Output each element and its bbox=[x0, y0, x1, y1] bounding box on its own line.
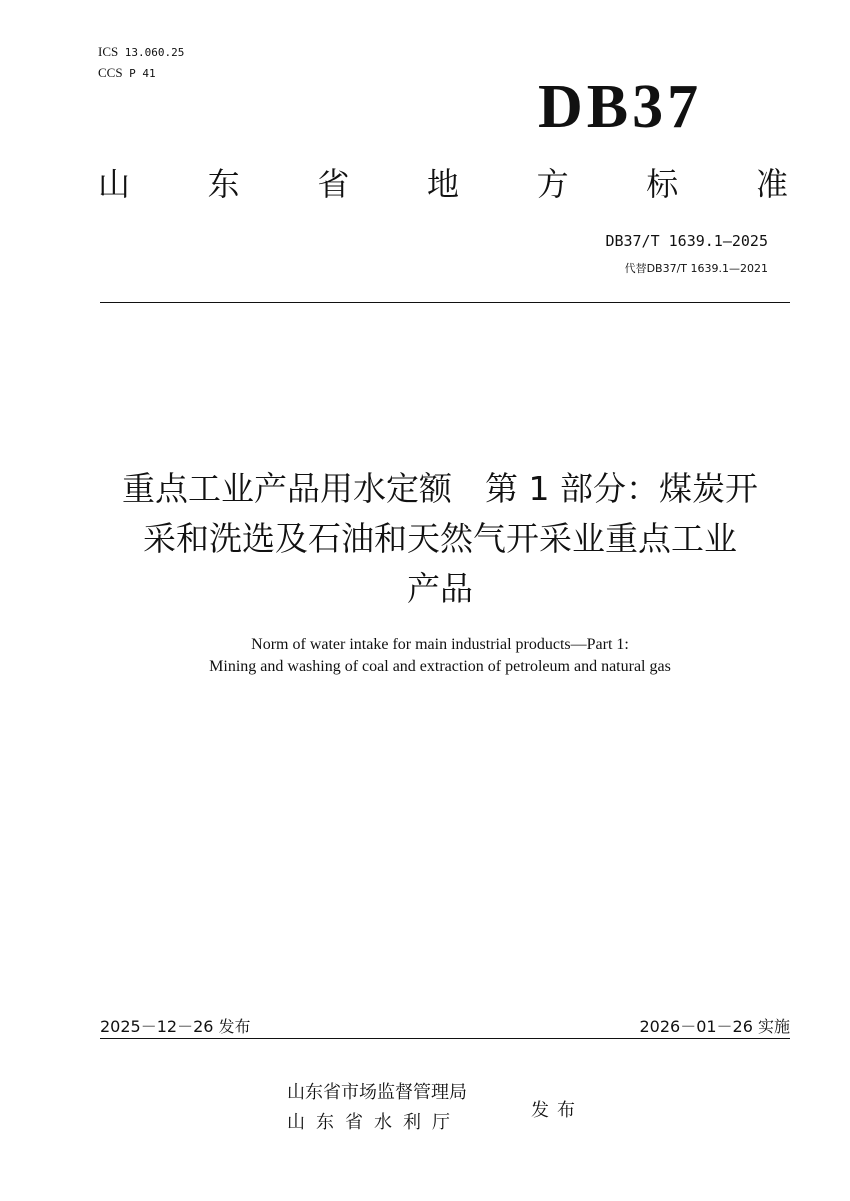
publish-label: 发布 bbox=[531, 1100, 583, 1121]
ccs-line bbox=[98, 63, 184, 84]
issuer-water-resources: 山东省水利厅 bbox=[287, 1112, 461, 1133]
db37-logo: DB37 bbox=[538, 73, 703, 141]
ics-line bbox=[98, 42, 184, 63]
chinese-title-line: 重点工业产品用水定额 第 1 部分：煤炭开 bbox=[122, 469, 758, 508]
issue-date: 2025－12－26 发布 bbox=[100, 1017, 251, 1036]
english-title bbox=[80, 634, 800, 678]
classification-codes bbox=[98, 42, 184, 84]
header-divider bbox=[100, 302, 790, 303]
ics-value: 13.060.25 bbox=[124, 46, 185, 59]
ics-label: ICS bbox=[98, 44, 119, 59]
issuing-authorities bbox=[287, 1078, 467, 1138]
province-char: 标 bbox=[646, 165, 679, 203]
province-char: 准 bbox=[755, 165, 788, 203]
english-title-line: Norm of water intake for main industrial products—Part 1: bbox=[251, 636, 629, 653]
province-char: 地 bbox=[426, 165, 459, 203]
chinese-title bbox=[80, 464, 800, 614]
chinese-title-line: 采和洗选及石油和天然气开采业重点工业 bbox=[143, 519, 737, 558]
ccs-label: CCS bbox=[98, 65, 123, 80]
issuer-market-regulation: 山东省市场监督管理局 bbox=[287, 1082, 467, 1103]
province-char: 方 bbox=[536, 165, 569, 203]
implementation-date: 2026－01－26 实施 bbox=[639, 1017, 790, 1036]
province-char: 东 bbox=[207, 165, 240, 203]
standard-number: DB37/T 1639.1—2025 bbox=[605, 232, 768, 250]
ccs-value: P 41 bbox=[129, 67, 156, 80]
province-standard-heading bbox=[98, 160, 788, 208]
footer-divider bbox=[100, 1038, 790, 1039]
province-char: 山 bbox=[98, 165, 131, 203]
replaces-standard: 代替DB37/T 1639.1—2021 bbox=[624, 262, 768, 275]
chinese-title-line: 产品 bbox=[407, 569, 473, 608]
province-char: 省 bbox=[317, 165, 350, 203]
english-title-line: Mining and washing of coal and extraction of petroleum and natural gas bbox=[209, 658, 671, 675]
